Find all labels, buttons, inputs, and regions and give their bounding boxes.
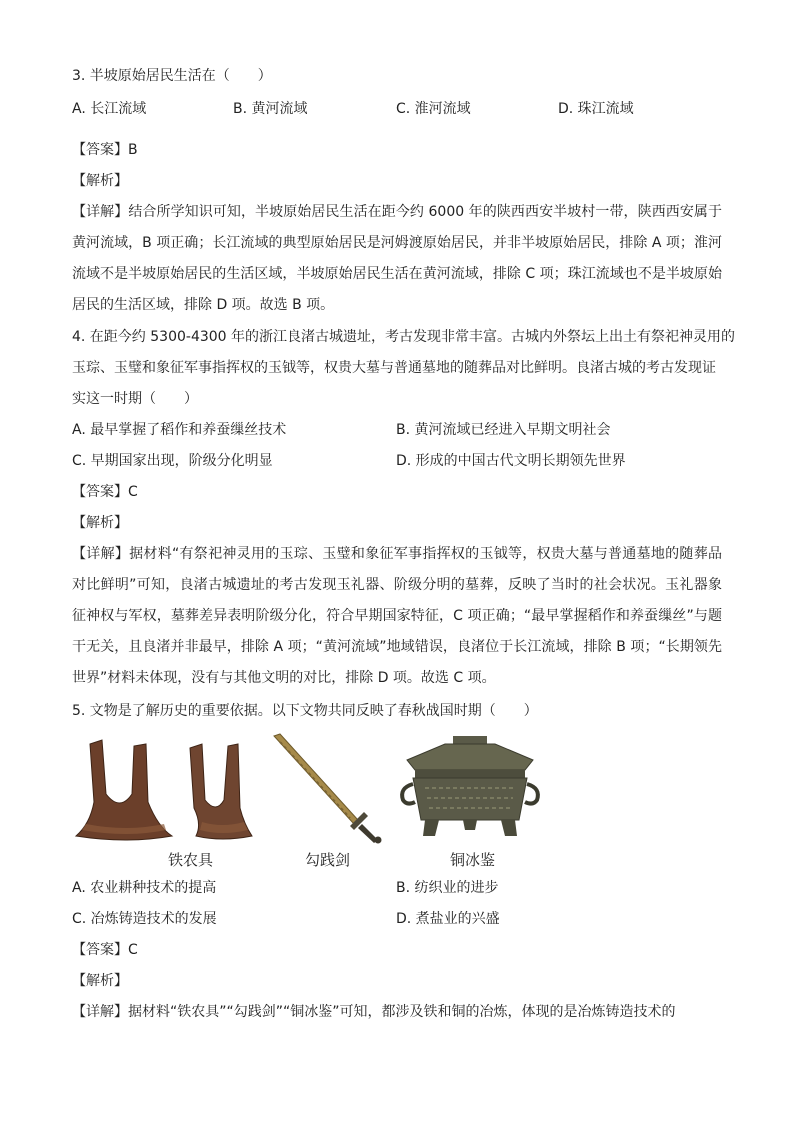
q4-option-d: D. 形成的中国古代文明长期领先世界	[396, 453, 626, 469]
answer-value: C	[128, 484, 138, 500]
q5-option-d: D. 煮盐业的兴盛	[396, 911, 500, 927]
answer-value: B	[128, 142, 138, 158]
answer-tag: 【答案】	[72, 484, 128, 500]
figure-label-sword: 勾践剑	[305, 851, 351, 869]
handle-left	[402, 784, 415, 804]
q4-stem-line2: 玉琮、玉璧和象征军事指挥权的玉钺等，权贵大墓与普通墓地的随葬品对比鲜明。良渚古城的考古发现证	[72, 360, 716, 376]
answer-value: C	[128, 942, 138, 958]
q3-option-c: C. 淮河流域	[396, 101, 471, 117]
q3-answer	[72, 140, 138, 160]
q3-option-b: B. 黄河流域	[233, 101, 308, 117]
sword-blade	[274, 734, 358, 824]
q4-option-c: C. 早期国家出现，阶级分化明显	[72, 453, 273, 469]
answer-tag: 【答案】	[72, 142, 128, 158]
figure-label-ice-chest: 铜冰鉴	[450, 851, 496, 869]
q4-option-b: B. 黄河流域已经进入早期文明社会	[396, 422, 611, 438]
foot-left	[423, 820, 439, 836]
goujian-sword-image	[270, 732, 388, 844]
q4-stem-line3: 实这一时期（ ）	[72, 391, 198, 407]
lid-rim	[415, 770, 525, 778]
q5-answer	[72, 940, 138, 960]
q5-detail	[72, 1002, 676, 1022]
q4-answer	[72, 482, 138, 502]
detail-tag: 【详解】	[72, 546, 130, 562]
answer-tag: 【答案】	[72, 942, 128, 958]
q3-option-a: A. 长江流域	[72, 101, 147, 117]
q4-stem-line1: 4. 在距今约 5300-4300 年的浙江良渚古城遗址，考古发现非常丰富。古城内外祭坛上出土有祭祀神灵用的	[72, 329, 736, 345]
q3-analysis-tag: 【解析】	[72, 173, 128, 189]
q3-option-d: D. 珠江流域	[558, 101, 634, 117]
iron-farm-tools-image	[72, 732, 262, 844]
q5-analysis-tag: 【解析】	[72, 973, 128, 989]
detail-text: 据材料“有祭祀神灵用的玉琮、玉璧和象征军事指挥权的玉钺等，权贵大墓与普通墓地的随葬品对比鲜明”可知，良渚古城遗址的考古发现玉礼器、阶级分明的墓葬，反映了当时的社会状况。玉礼器象征神权与军权，墓葬差异表明阶级分化，符合早期国家特征，C 项正确；“最早掌握稻作和养蚕缫丝”与题干无关，且良渚并非最早，排除 A 项；“黄河流域”地域错误，良渚位于长江流域，排除 B 项；“长期领先世界”材料未体现，没有与其他文明的对比，排除 D 项。故选 C 项。	[72, 546, 722, 686]
detail-text: 据材料“铁农具”“勾践剑”“铜冰鉴”可知，都涉及铁和铜的冶炼，体现的是冶炼铸造技术的	[128, 1004, 676, 1020]
q4-detail	[72, 539, 722, 694]
q4-option-a: A. 最早掌握了稻作和养蚕缫丝技术	[72, 422, 287, 438]
q5-stem: 5. 文物是了解历史的重要依据。以下文物共同反映了春秋战国时期（ ）	[72, 703, 538, 719]
q3-detail	[72, 197, 722, 321]
lid	[407, 744, 533, 770]
foot-right	[501, 820, 517, 836]
detail-text: 结合所学知识可知，半坡原始居民生活在距今约 6000 年的陕西西安半坡村一带，陕西西安属于黄河流域，B 项正确；长江流域的典型原始居民是河姆渡原始居民，并非半坡原始居民，排除 A 项；淮河流域不是半坡原始居民的生活区域，半坡原始居民生活在黄河流域，排除 C 项；珠江流域也不是半坡原始居民的生活区域，排除 D 项。故选 B 项。	[72, 204, 723, 313]
sword-pommel	[375, 837, 382, 844]
handle-right	[525, 784, 538, 804]
foot-middle	[463, 820, 477, 830]
q5-option-a: A. 农业耕种技术的提高	[72, 880, 217, 896]
q5-option-c: C. 冶炼铸造技术的发展	[72, 911, 217, 927]
detail-tag: 【详解】	[72, 1004, 128, 1020]
detail-tag: 【详解】	[72, 204, 129, 220]
figure-label-iron-tools: 铁农具	[168, 851, 214, 869]
bronze-ice-chest-image	[395, 732, 545, 844]
q5-option-b: B. 纺织业的进步	[396, 880, 499, 896]
q4-analysis-tag: 【解析】	[72, 515, 128, 531]
q3-stem: 3. 半坡原始居民生活在（ ）	[72, 68, 272, 84]
